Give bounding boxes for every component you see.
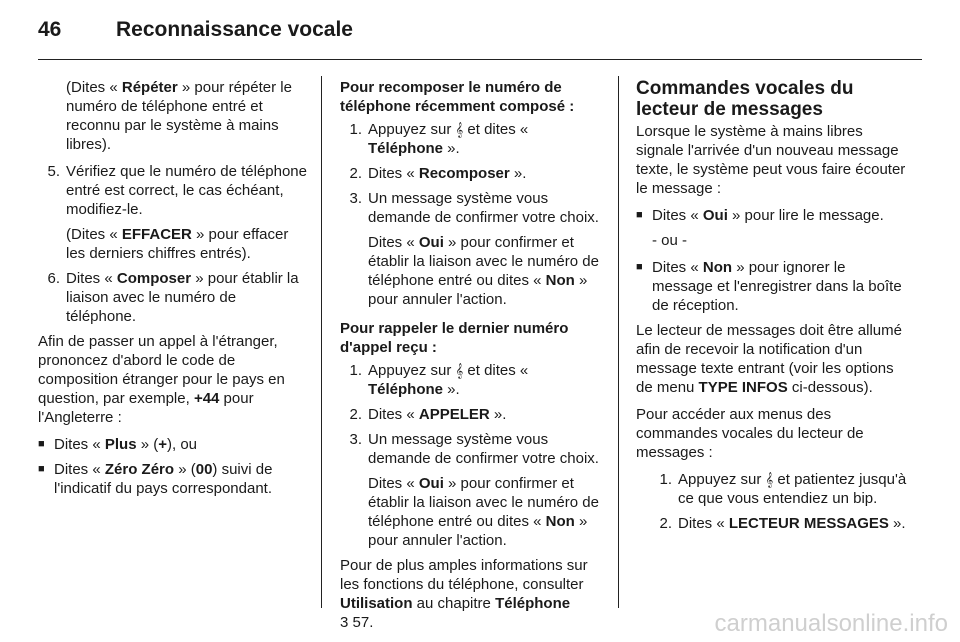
page-number: 46	[38, 18, 62, 41]
section-title: Commandes vocales du lecteur de messages	[636, 78, 854, 120]
column-divider	[321, 76, 322, 608]
header-rule	[38, 59, 922, 60]
list-item: ■ Dites « Oui » pour lire le message.	[636, 207, 884, 224]
list-item: 3. Un message système vous demande de confirmer votre choix. Dites « Oui » pour confirmer et établir la liaison avec le numéro de téléphone entré ou dites « Non » pour annuler l'action.	[349, 431, 599, 549]
list-item: ■ Dites « Plus » (+), ou	[38, 436, 198, 453]
paragraph: Afin de passer un appel à l'étranger, prononcez d'abord le code de composition étranger pour le pays en question, par exemple, +44 pour l'Angleterre :	[38, 333, 285, 426]
square-bullet-icon: ■	[636, 261, 643, 273]
numbered-list	[636, 470, 908, 533]
page-reference-link[interactable]: 3 57.	[340, 614, 374, 631]
list-item: 3. Un message système vous demande de confirmer votre choix. Dites « Oui » pour confirmer et établir la liaison avec le numéro de téléphone entré ou dites « Non » pour annuler l'action.	[349, 190, 599, 308]
bullet-list: ■ Dites « Oui » pour lire le message. - ou - ■ Dites « Non » pour ignorer le message et l'enregistrer dans la boîte de réception.	[636, 206, 908, 315]
square-bullet-icon: ■	[38, 438, 45, 450]
voice-command-icon: 𝄞	[455, 122, 464, 137]
bullet-list	[38, 435, 310, 498]
paragraph: Lorsque le système à mains libres signale l'arrivée d'un nouveau message texte, le système peut vous faire écouter le message :	[636, 123, 906, 197]
paragraph: Pour de plus amples informations sur les fonctions du téléphone, consulter Utilisation au chapitre Téléphone 3 57.	[340, 557, 588, 631]
page-header	[38, 18, 353, 42]
column-divider	[618, 76, 619, 608]
section-heading: Pour recomposer le numéro de téléphone récemment composé :	[340, 79, 575, 115]
paragraph: (Dites « Répéter » pour répéter le numéro de téléphone entré et reconnu par le système à mains libres).	[66, 79, 292, 153]
numbered-list	[340, 361, 606, 550]
list-item: 2. Dites « Recomposer ».	[349, 165, 527, 182]
watermark: carmanualsonline.info	[714, 610, 948, 637]
column-1	[38, 78, 310, 504]
column-2	[340, 78, 606, 640]
numbered-list	[38, 162, 310, 326]
column-3	[636, 78, 908, 539]
voice-command-icon: 𝄞	[455, 363, 464, 378]
section-heading: Pour rappeler le dernier numéro d'appel reçu :	[340, 320, 569, 356]
voice-command-icon: 𝄞	[765, 472, 774, 487]
list-item: ■ Dites « Zéro Zéro » (00) suivi de l'indicatif du pays correspondant.	[38, 461, 273, 497]
square-bullet-icon: ■	[636, 209, 643, 221]
list-item: 1. Appuyez sur 𝄞 et dites « Téléphone ».	[349, 121, 529, 157]
list-item: 2. Dites « APPELER ».	[349, 406, 507, 423]
list-item: 1. Appuyez sur 𝄞 et patientez jusqu'à ce que vous entendiez un bip.	[659, 471, 907, 507]
paragraph: Pour accéder aux menus des commandes vocales du lecteur de messages :	[636, 406, 864, 461]
numbered-list	[340, 120, 606, 309]
list-item: 2. Dites « LECTEUR MESSAGES ».	[659, 515, 906, 532]
square-bullet-icon: ■	[38, 463, 45, 475]
paragraph: Le lecteur de messages doit être allumé afin de recevoir la notification d'un message texte entrant (voir les options de menu TYPE INFOS ci-dessous).	[636, 322, 902, 396]
page-title: Reconnaissance vocale	[116, 18, 353, 41]
list-item: ■ Dites « Non » pour ignorer le message et l'enregistrer dans la boîte de réception.	[636, 259, 902, 314]
list-item: 6. Dites « Composer » pour établir la liaison avec le numéro de téléphone.	[47, 270, 299, 325]
list-item: 1. Appuyez sur 𝄞 et dites « Téléphone ».	[349, 362, 529, 398]
list-item: 5. Vérifiez que le numéro de téléphone entré est correct, le cas échéant, modifiez-le. (Dites « EFFACER » pour effacer les derniers chiffres entrés).	[47, 163, 307, 262]
